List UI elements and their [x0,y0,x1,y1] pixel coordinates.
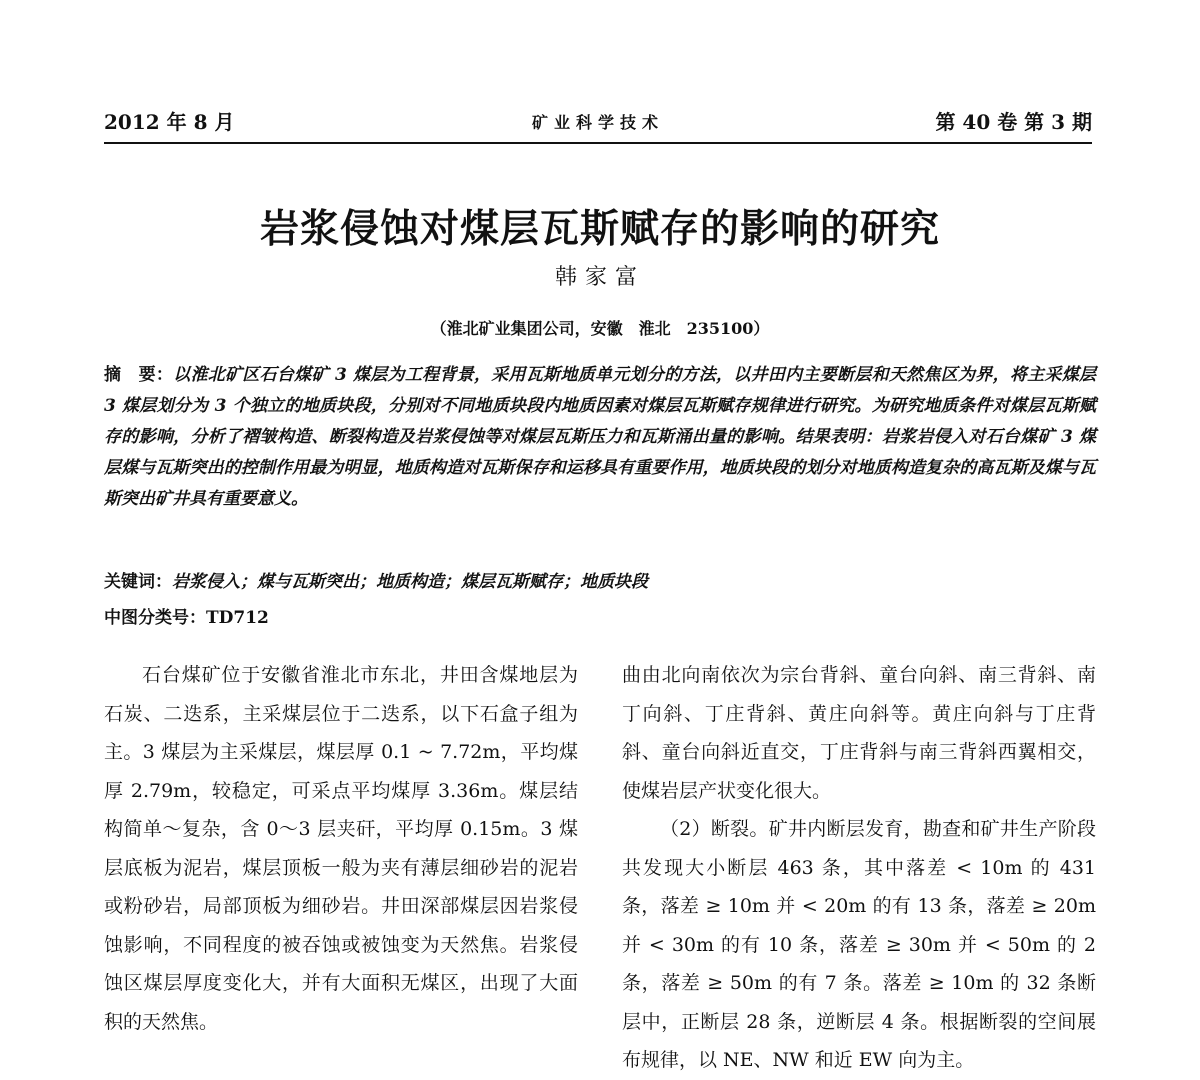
body-paragraph: 石台煤矿位于安徽省淮北市东北，井田含煤地层为石炭、二迭系，主采煤层位于二迭系，以下石盒子组为主。3 煤层为主采煤层，煤层厚 0.1 ~ 7.72m，平均煤厚 2.79m，较稳定，可采点平均煤厚 3.36m。煤层结构简单～复杂，含 0～3 层夹矸，平均厚 0.15m。3 煤层底板为泥岩，煤层顶板一般为夹有薄层细砂岩的泥岩或粉砂岩，局部顶板为细砂岩。井田深部煤层因岩浆侵蚀影响，不同程度的被吞蚀或被蚀变为天然焦。岩浆侵蚀区煤层厚度变化大，并有大面积无煤区，出现了大面积的天然焦。 [104,664,578,1033]
keywords [104,567,648,592]
keywords-text: 岩浆侵入；煤与瓦斯突出；地质构造；煤层瓦斯赋存；地质块段 [172,572,648,592]
abstract-text: 以淮北矿区石台煤矿 3 煤层为工程背景，采用瓦斯地质单元划分的方法，以井田内主要断层和天然焦区为界，将主采煤层 3 煤层划分为 3 个独立的地质块段，分别对不同地质块段内地质因素对煤层瓦斯赋存规律进行研究。为研究地质条件对煤层瓦斯赋存的影响，分析了褶皱构造、断裂构造及岩浆侵蚀等对煤层瓦斯压力和瓦斯涌出量的影响。结果表明：岩浆岩侵入对石台煤矿 3 煤层煤与瓦斯突出的控制作用最为明显，地质构造对瓦斯保存和运移具有重要作用，地质块段的划分对地质构造复杂的高瓦斯及煤与瓦斯突出矿井具有重要意义。 [104,365,1097,509]
body-column-left [104,656,578,1033]
classification-label: 中图分类号： [104,608,206,628]
keywords-label: 关键词： [104,572,172,592]
body-paragraph: 曲由北向南依次为宗台背斜、童台向斜、南三背斜、南丁向斜、丁庄背斜、黄庄向斜等。黄庄向斜与丁庄背斜、童台向斜近直交，丁庄背斜与南三背斜西翼相交，使煤岩层产状变化很大。 [622,664,1096,802]
author-affiliation: （淮北矿业集团公司，安徽 淮北 235100） [430,319,770,338]
abstract [104,360,1096,515]
running-header [104,102,1092,144]
body-paragraph: （2）断裂。矿井内断层发育，勘查和矿井生产阶段共发现大小断层 463 条，其中落差 < 10m 的 431 条，落差 ≥ 10m 并 < 20m 的有 13 条，落差 ≥ 20m 并 < 30m 的有 10 条，落差 ≥ 30m 并 < 50m 的 2 条，落差 ≥ 50m 的有 7 条。落差 ≥ 10m 的 32 条断层中，正断层 28 条，逆断层 4 条。根据断裂的空间展布规律，以 NE、NW 和近 EW 向为主。 [622,818,1096,1071]
paper-title: 岩浆侵蚀对煤层瓦斯赋存的影响的研究 [259,206,940,252]
classification-number [104,603,269,628]
header-journal-name: 矿业科学技术 [531,113,664,132]
paper-author: 韩家富 [554,265,645,290]
header-issue: 第 40 卷 第 3 期 [935,110,1092,134]
body-column-right [622,656,1096,1071]
abstract-label: 摘 要： [104,365,174,385]
header-date: 2012 年 8 月 [104,110,235,134]
classification-value: TD712 [206,608,269,628]
